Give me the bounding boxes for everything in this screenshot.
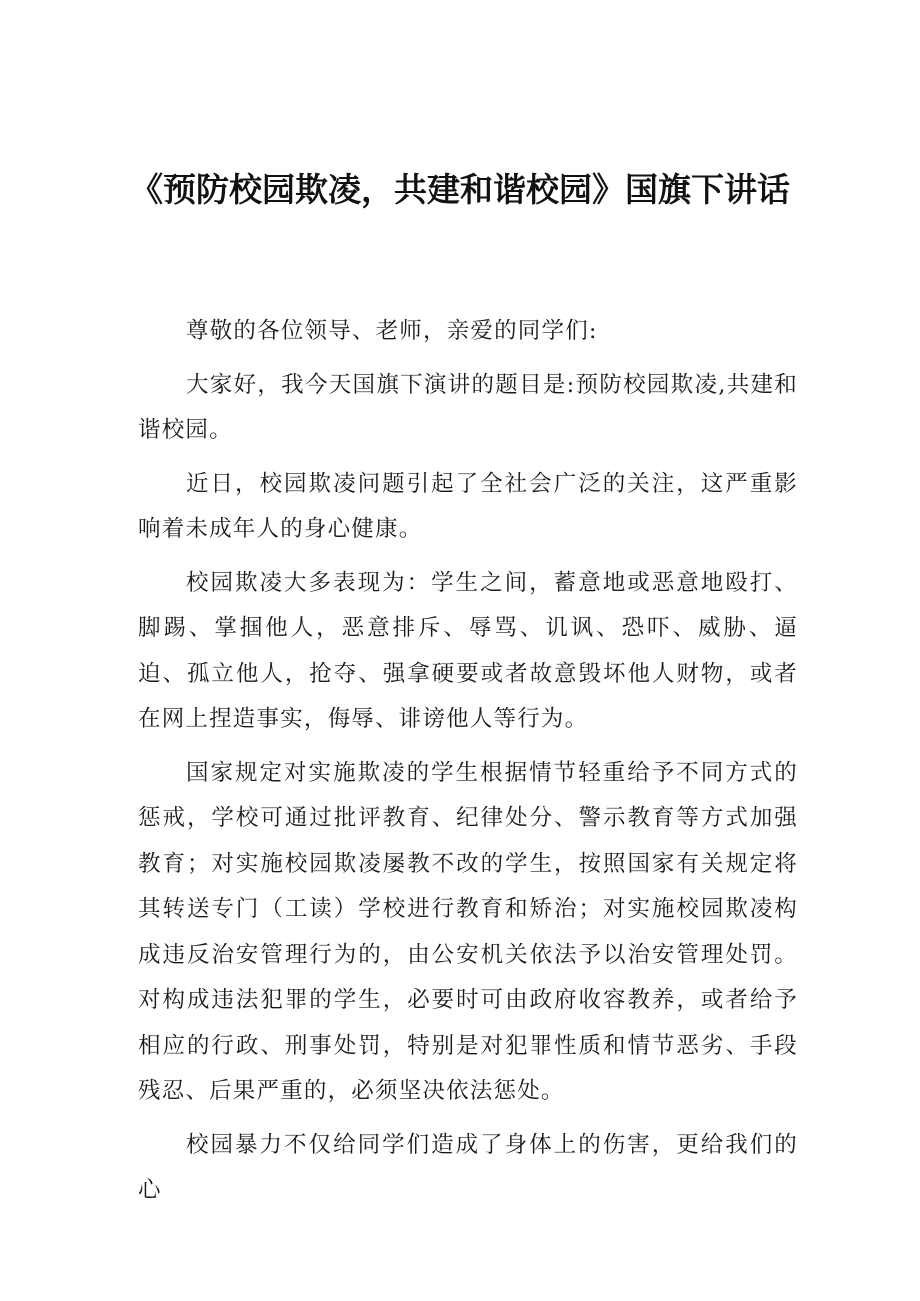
document-title: 《预防校园欺凌，共建和谐校园》国旗下讲话 [130,170,790,209]
paragraph-harm: 校园暴力不仅给同学们造成了身体上的伤害，更给我们的心 [138,1131,798,1203]
paragraph-concern: 近日，校园欺凌问题引起了全社会广泛的关注，这严重影响着未成年人的身心健康。 [138,470,798,542]
paragraph-greeting: 尊敬的各位领导、老师，亲爱的同学们: [186,318,598,344]
paragraph-bullying-forms: 校园欺凌大多表现为：学生之间，蓄意地或恶意地殴打、脚踢、掌掴他人，恶意排斥、辱骂、讥讽、恐吓、威胁、逼迫、孤立他人，抢夺、强拿硬要或者故意毁坏他人财物，或者在网上捏造事实，侮辱、诽谤他人等行为。 [138,569,798,732]
paragraph-topic: 大家好，我今天国旗下演讲的题目是:预防校园欺凌,共建和谐校园。 [138,371,798,443]
paragraph-regulations: 国家规定对实施欺凌的学生根据情节轻重给予不同方式的惩戒，学校可通过批评教育、纪律处分、警示教育等方式加强教育；对实施校园欺凌屡教不改的学生，按照国家有关规定将其转送专门（工读）学校进行教育和矫治；对实施校园欺凌构成违反治安管理行为的，由公安机关依法予以治安管理处罚。对构成违法犯罪的学生，必要时可由政府收容教养，或者给予相应的行政、刑事处罚，特别是对犯罪性质和情节恶劣、手段残忍、后果严重的，必须坚决依法惩处。 [138,759,798,1104]
document-body [138,309,798,1222]
